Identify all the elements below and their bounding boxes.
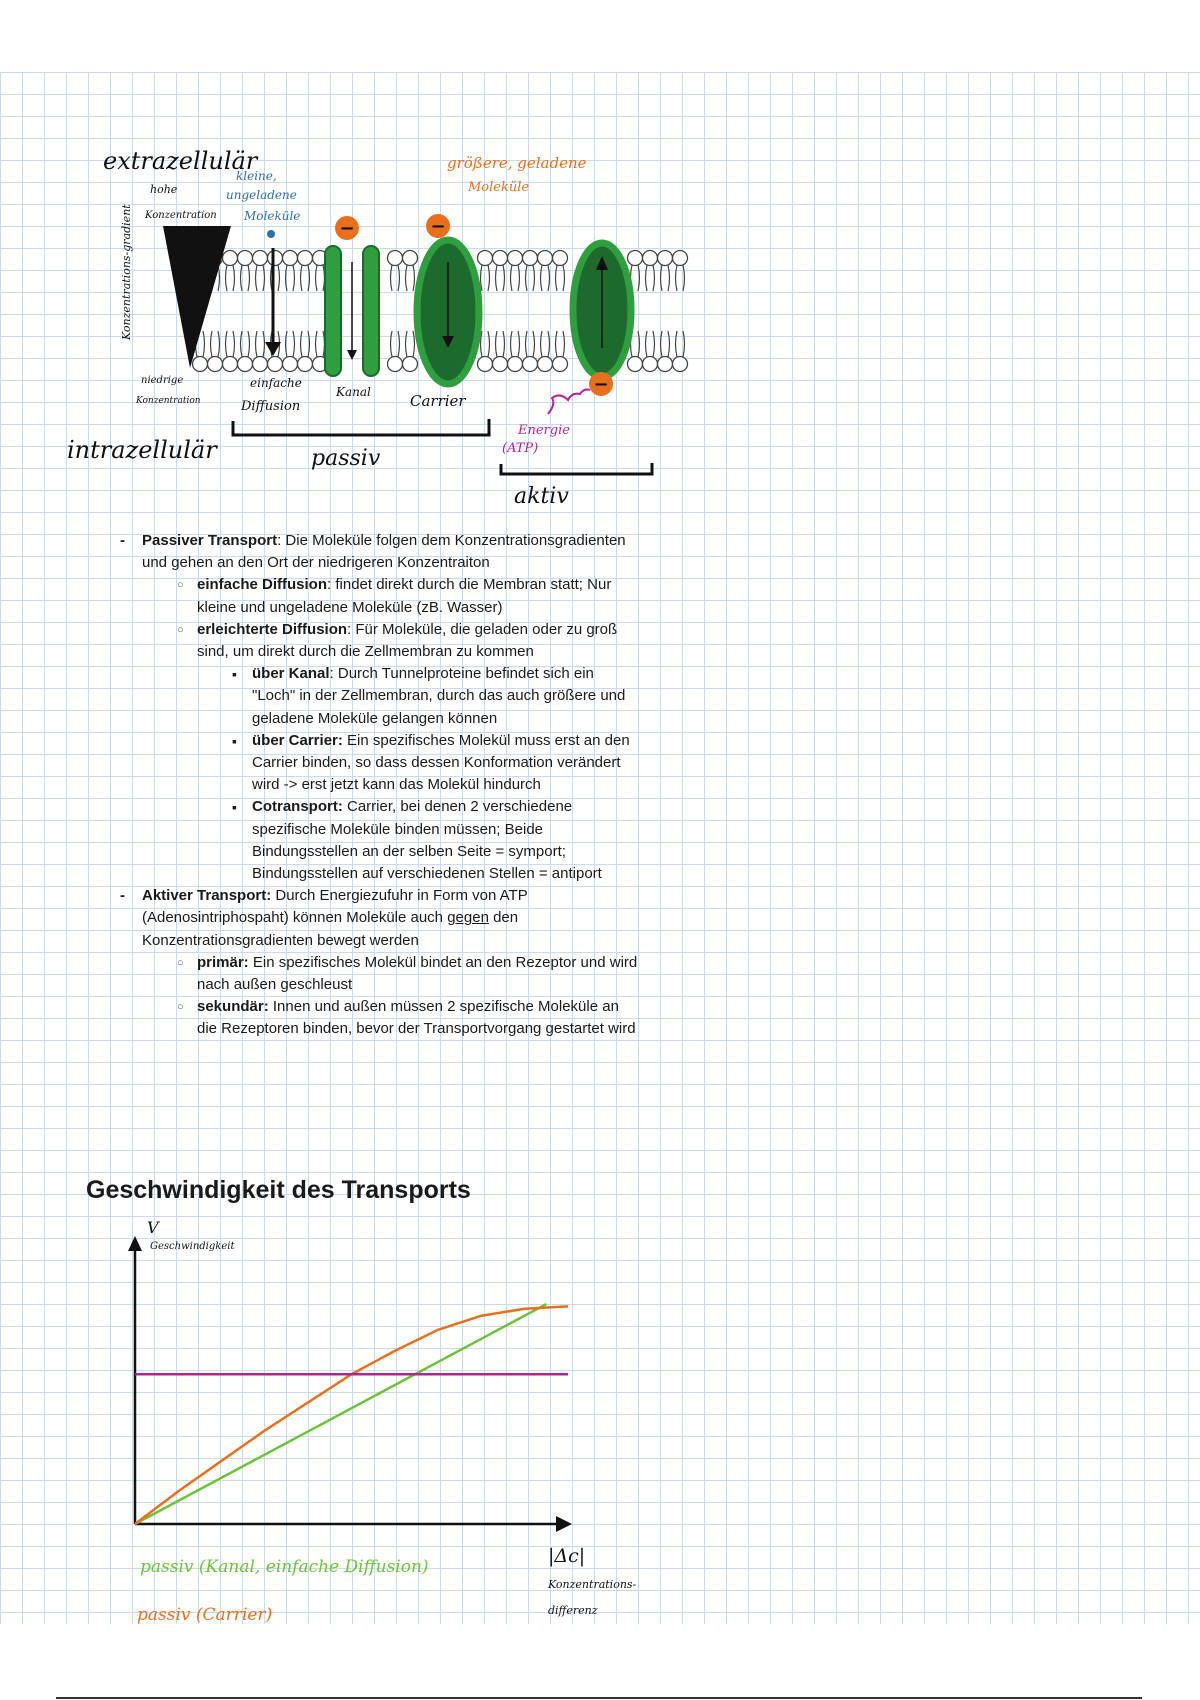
x-axis-label-2: differenz <box>548 1604 598 1617</box>
text-channel: Durch Tunnelproteine befindet sich ein "Loch" in der Zellmembran, durch das auch größere und geladene Moleküle gelangen können <box>252 665 626 727</box>
x-axis-arrowhead <box>556 1516 572 1532</box>
text-active-after: den Konzentrationsgradienten bewegt werden <box>142 909 519 949</box>
legend-passive-channel: passiv (Kanal, einfache Diffusion) <box>140 1557 429 1577</box>
term-simple-diffusion: einfache Diffusion <box>197 576 328 594</box>
text-cotransport: Carrier, bei denen 2 verschiedene spezifische Moleküle binden müssen; Beide Bindungsstellen an der selben Seite = symport; Bindungsstellen auf verschiedenen Stellen = antiport <box>252 798 602 883</box>
x-axis-symbol: |Δc| <box>548 1545 586 1567</box>
text-simple-diffusion: findet direkt durch die Membran statt; Nur kleine und ungeladene Moleküle (zB. Wasser) <box>197 576 612 616</box>
note-passive-transport: - Passiver Transport: Die Moleküle folgen dem Konzentrationsgradienten und gehen an den Ort der niedrigeren Konzentraiton ○ einfache Diffusion: findet direkt durch die Membran statt; Nur kleine und ungeladene Moleküle (zB. Wasser) ○ erleichterte Diffusion: Für Moleküle, die geladen oder zu groß sind, um direkt durch die Zellmembran zu kommen ▪ über Kanal: Durch Tunnelproteine befindet sich ein "Loch" in der Zellmembran, durch das auch größere und geladene Moleküle gelangen können ▪ über Carrier: Ein spezifisches Molekül muss erst an den Carrier binden, so dass dessen Konformation verändert wird -> erst jetzt kann das Molekül hindurch ▪ Cotransport: Carrier, bei denen 2 verschiedene spezifische Moleküle binden müssen; Beide Bindungsstellen an der selben Seite = symport; Bindungsstellen auf verschiedenen Stellen = antiport <box>118 530 638 885</box>
label-high-conc-1: hohe <box>150 183 178 196</box>
label-low-conc-2: Konzentration <box>136 396 201 406</box>
note-simple-diffusion: ○ einfache Diffusion: findet direkt durch die Membran statt; Nur kleine und ungeladene Moleküle (zB. Wasser) <box>173 574 638 618</box>
text-secondary: Innen und außen müssen 2 spezifische Moleküle an die Rezeptoren binden, bevor der Transportvorgang gestartet wird <box>197 998 636 1038</box>
label-simple-diffusion-1: einfache <box>250 376 302 390</box>
label-simple-diffusion-2: Diffusion <box>241 399 301 414</box>
label-energy-1: Energie <box>518 423 570 438</box>
term-facilitated-diffusion: erleichterte Diffusion <box>197 620 348 638</box>
chart-axes <box>128 1236 572 1532</box>
term-active: Aktiver Transport: <box>142 887 272 905</box>
note-facilitated-diffusion: ○ erleichterte Diffusion: Für Moleküle, die geladen oder zu groß sind, um direkt durch die Zellmembran zu kommen ▪ über Kanal: Durch Tunnelproteine befindet sich ein "Loch" in der Zellmembran, durch das auch größere und geladene Moleküle gelangen können ▪ über Carrier: Ein spezifisches Molekül muss erst an den Carrier binden, so dass dessen Konformation verändert wird -> erst jetzt kann das Molekül hindurch ▪ Cotransport: Carrier, bei denen 2 verschiedene spezifische Moleküle binden müssen; Beide Bindungsstellen an der selben Seite = symport; Bindungsstellen auf verschiedenen Stellen = antiport <box>173 619 638 885</box>
label-active: aktiv <box>514 484 569 509</box>
label-intracellular: intrazellulär <box>67 436 217 464</box>
label-small-uncharged-1: kleine, <box>236 169 277 183</box>
text-primary: Ein spezifisches Molekül bindet an den Rezeptor und wird nach außen geschleust <box>197 953 638 994</box>
bottom-rule <box>56 1697 1142 1699</box>
series-passive-channel-line <box>135 1304 546 1524</box>
y-axis-arrowhead <box>128 1236 142 1251</box>
series-passive-carrier-line <box>135 1306 568 1524</box>
label-extracellular: extrazellulär <box>103 147 258 175</box>
x-axis-label-1: Konzentrations- <box>548 1578 637 1591</box>
text-facilitated-diffusion: Für Moleküle, die geladen oder zu groß sind, um direkt durch die Zellmembran zu kommen <box>197 620 618 661</box>
term-cotransport: Cotransport: <box>252 798 343 816</box>
text-active-underlined: gegen <box>447 909 489 927</box>
term-secondary: sekundär: <box>197 998 269 1016</box>
label-small-uncharged-2: ungeladene <box>226 188 297 202</box>
chart-series <box>135 1304 568 1524</box>
label-carrier: Carrier <box>410 392 466 410</box>
label-low-conc-1: niedrige <box>141 375 184 386</box>
y-axis-symbol: V <box>147 1218 159 1237</box>
legend-passive-carrier: passiv (Carrier) <box>137 1605 273 1625</box>
label-small-uncharged-3: Moleküle <box>244 209 301 223</box>
label-high-conc-2: Konzentration <box>145 210 217 221</box>
charge-symbol-2: − <box>430 216 446 237</box>
label-energy-2: (ATP) <box>502 441 539 456</box>
term-passive: Passiver Transport <box>142 532 278 549</box>
chart-title: Geschwindigkeit des Transports <box>86 1176 471 1204</box>
label-passive: passiv <box>311 446 381 471</box>
text-passive: Die Moleküle folgen dem Konzentrationsgradienten und gehen an den Ort der niedrigeren Konzentraiton <box>142 532 626 572</box>
label-channel: Kanal <box>336 385 371 399</box>
term-carrier: über Carrier: <box>252 731 343 749</box>
charge-symbol-1: − <box>339 218 355 239</box>
y-axis-label: Geschwindigkeit <box>150 1241 235 1252</box>
term-primary: primär: <box>197 953 249 971</box>
text-active-before: Durch Energiezufuhr in Form von ATP (Adenosintriphospaht) können Moleküle auch <box>142 887 528 927</box>
label-large-charged-1: größere, geladene <box>447 154 587 172</box>
label-large-charged-2: Moleküle <box>468 180 530 195</box>
label-gradient: Konzentrations-gradient <box>120 204 133 340</box>
charge-symbol-3: − <box>593 374 609 395</box>
term-channel: über Kanal <box>252 665 330 683</box>
text-carrier: Ein spezifisches Molekül muss erst an den Carrier binden, so dass dessen Konformation verändert wird -> erst jetzt kann das Molekül hindurch <box>252 731 630 794</box>
note-channel: ▪ über Kanal: Durch Tunnelproteine befindet sich ein "Loch" in der Zellmembran, durch das auch größere und geladene Moleküle gelangen können <box>228 663 638 730</box>
